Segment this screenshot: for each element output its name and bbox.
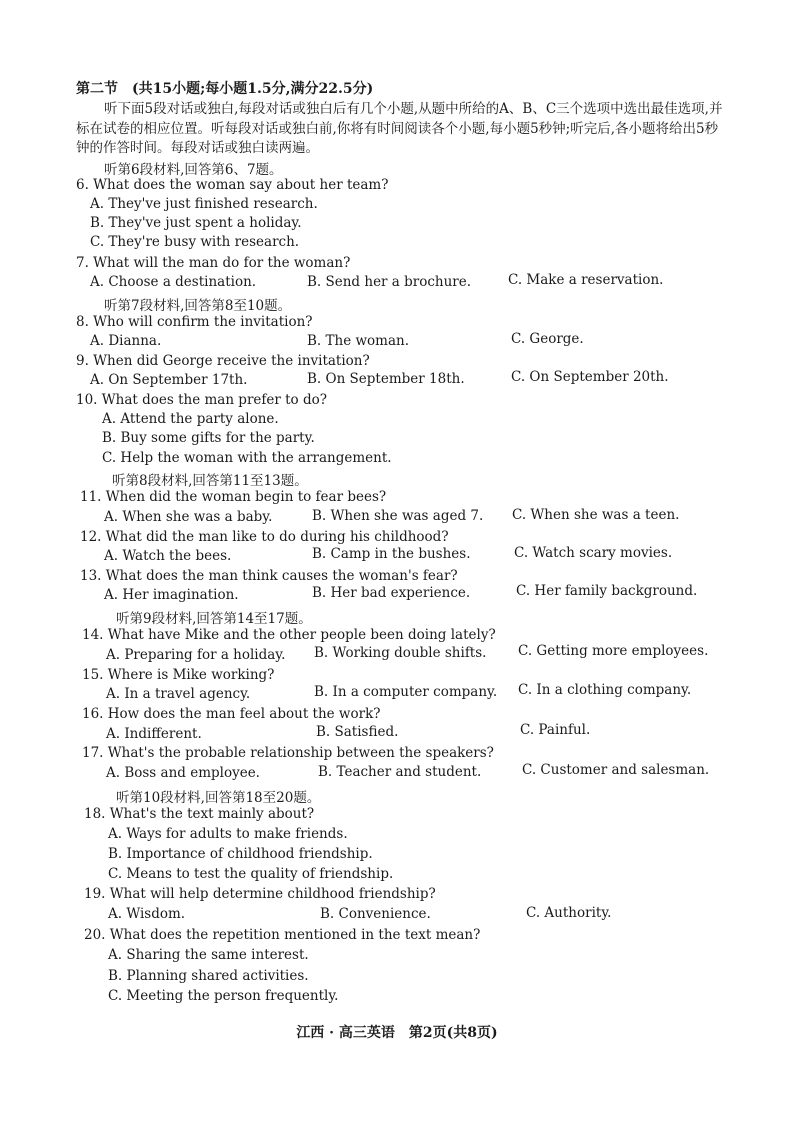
question-20-option-a: A. Sharing the same interest.: [108, 947, 309, 963]
question-9-option-b: B. On September 18th.: [307, 371, 465, 387]
question-6-option-a: A. They've just finished research.: [90, 196, 318, 212]
material-8-label: 听第8段材料,回答第11至13题。: [112, 473, 308, 489]
material-10-label: 听第10段材料,回答第18至20题。: [116, 790, 321, 806]
question-7-stem: 7. What will the man do for the woman?: [76, 255, 351, 271]
question-9-option-a: A. On September 17th.: [90, 372, 248, 388]
question-14-option-c: C. Getting more employees.: [518, 643, 709, 659]
question-16-option-c: C. Painful.: [520, 722, 591, 738]
question-8-stem: 8. Who will confirm the invitation?: [76, 314, 313, 330]
question-13-option-c: C. Her family background.: [516, 583, 698, 599]
question-8-option-c: C. George.: [511, 331, 584, 347]
section-instructions: 听下面5段对话或独白,每段对话或独白后有几个小题,从题中所给的A、B、C三个选项中选出最佳选项,并标在试卷的相应位置。听每段对话或独白前,你将有时间阅读各个小题,每小题5秒钟;听完后,各小题将给出5秒钟的作答时间。每段对话或独白读两遍。: [76, 101, 723, 156]
question-17-option-c: C. Customer and salesman.: [522, 762, 710, 778]
section-title: 第二节 (共15小题;每小题1.5分,满分22.5分): [76, 81, 374, 97]
question-13-option-a: A. Her imagination.: [104, 587, 239, 603]
question-7-option-a: A. Choose a destination.: [90, 274, 257, 290]
material-7-label: 听第7段材料,回答第8至10题。: [104, 298, 292, 314]
question-18-option-b: B. Importance of childhood friendship.: [108, 846, 373, 862]
question-15-option-a: A. In a travel agency.: [106, 686, 251, 702]
question-14-option-a: A. Preparing for a holiday.: [106, 647, 286, 663]
question-9-stem: 9. When did George receive the invitation?: [76, 353, 370, 369]
question-6-option-c: C. They're busy with research.: [90, 234, 300, 250]
question-6-option-b: B. They've just spent a holiday.: [90, 215, 302, 231]
question-19-option-b: B. Convenience.: [320, 906, 431, 922]
question-16-stem: 16. How does the man feel about the work?: [82, 706, 381, 722]
question-12-option-c: C. Watch scary movies.: [514, 545, 673, 561]
question-10-option-c: C. Help the woman with the arrangement.: [102, 450, 392, 466]
question-15-option-b: B. In a computer company.: [314, 684, 498, 700]
question-20-option-b: B. Planning shared activities.: [108, 968, 309, 984]
question-14-option-b: B. Working double shifts.: [314, 645, 487, 661]
question-13-stem: 13. What does the man think causes the woman's fear?: [80, 568, 458, 584]
question-10-stem: 10. What does the man prefer to do?: [76, 392, 327, 408]
question-20-stem: 20. What does the repetition mentioned in the text mean?: [84, 927, 481, 943]
question-16-option-b: B. Satisfied.: [316, 724, 399, 740]
question-8-option-a: A. Dianna.: [90, 333, 162, 349]
question-18-option-a: A. Ways for adults to make friends.: [108, 826, 348, 842]
question-14-stem: 14. What have Mike and the other people been doing lately?: [82, 627, 496, 643]
question-12-option-a: A. Watch the bees.: [104, 548, 232, 564]
material-9-label: 听第9段材料,回答第14至17题。: [116, 611, 312, 627]
question-7-option-c: C. Make a reservation.: [508, 272, 664, 288]
question-7-option-b: B. Send her a brochure.: [307, 274, 472, 290]
question-9-option-c: C. On September 20th.: [511, 369, 669, 385]
question-11-option-c: C. When she was a teen.: [512, 507, 680, 523]
question-11-stem: 11. When did the woman begin to fear bees?: [80, 489, 387, 505]
question-12-stem: 12. What did the man like to do during his childhood?: [80, 529, 449, 545]
question-19-option-c: C. Authority.: [526, 905, 612, 921]
question-17-option-a: A. Boss and employee.: [106, 765, 260, 781]
question-16-option-a: A. Indifferent.: [106, 726, 202, 742]
question-18-option-c: C. Means to test the quality of friendship.: [108, 866, 394, 882]
question-12-option-b: B. Camp in the bushes.: [312, 546, 471, 562]
question-10-option-a: A. Attend the party alone.: [102, 411, 279, 427]
question-8-option-b: B. The woman.: [307, 333, 410, 349]
question-11-option-a: A. When she was a baby.: [104, 509, 273, 525]
question-10-option-b: B. Buy some gifts for the party.: [102, 430, 315, 446]
question-15-stem: 15. Where is Mike working?: [82, 667, 275, 683]
page-footer: 江西 · 高三英语 第2页(共8页): [296, 1025, 498, 1041]
question-17-stem: 17. What's the probable relationship between the speakers?: [82, 745, 494, 761]
question-6-stem: 6. What does the woman say about her team?: [76, 177, 389, 193]
question-18-stem: 18. What's the text mainly about?: [84, 806, 315, 822]
question-19-stem: 19. What will help determine childhood friendship?: [84, 886, 436, 902]
question-15-option-c: C. In a clothing company.: [518, 682, 692, 698]
question-19-option-a: A. Wisdom.: [108, 906, 186, 922]
question-11-option-b: B. When she was aged 7.: [312, 508, 484, 524]
question-20-option-c: C. Meeting the person frequently.: [108, 988, 339, 1004]
material-6-label: 听第6段材料,回答第6、7题。: [104, 162, 283, 178]
question-17-option-b: B. Teacher and student.: [318, 764, 482, 780]
question-13-option-b: B. Her bad experience.: [312, 585, 471, 601]
